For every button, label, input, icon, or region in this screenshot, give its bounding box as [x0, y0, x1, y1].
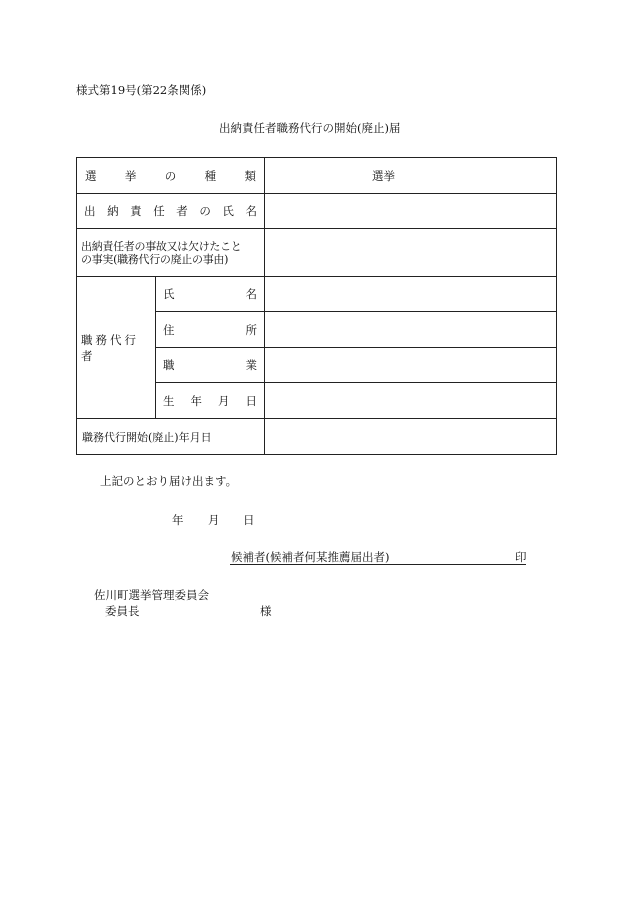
table-row-election-type: [77, 158, 557, 194]
agent-birthdate-value[interactable]: [265, 383, 557, 419]
date-year: 年: [172, 513, 184, 527]
agent-address-label: 住 所: [156, 312, 265, 348]
start-date-value[interactable]: [265, 419, 557, 455]
agent-occupation-label: 職 業: [156, 348, 265, 383]
page-title: 出納責任者職務代行の開始(廃止)届: [219, 121, 401, 135]
agent-group-label: 職務代行者: [77, 277, 156, 419]
table-row-agent-name: [77, 277, 557, 312]
reason-value[interactable]: [265, 229, 557, 277]
table-row-start-date: [77, 419, 557, 455]
statement-text: 上記のとおり届け出ます。: [100, 474, 238, 488]
election-type-label: 選 挙 の 種 類: [77, 158, 265, 194]
election-type-value[interactable]: 選挙: [265, 158, 557, 194]
reason-label: 出納責任者の事故又は欠けたこと の事実(職務代行の廃止の事由): [77, 229, 265, 277]
recipient-title: 委員長: [105, 604, 140, 618]
agent-name-value[interactable]: [265, 277, 557, 312]
recipient-honorific: 様: [260, 604, 272, 618]
table-row-reason: [77, 229, 557, 277]
agent-name-label: 氏 名: [156, 277, 265, 312]
form-table: [76, 157, 557, 455]
agent-birthdate-label: 生 年 月 日: [156, 383, 265, 419]
table-row-treasurer-name: [77, 194, 557, 229]
agent-address-value[interactable]: [265, 312, 557, 348]
date-month: 月: [208, 513, 220, 527]
form-number: 様式第19号(第22条関係): [76, 83, 207, 97]
date-day: 日: [243, 513, 255, 527]
treasurer-name-label: 出 納 責 任 者 の 氏 名: [77, 194, 265, 229]
agent-occupation-value[interactable]: [265, 348, 557, 383]
start-date-label: 職務代行開始(廃止)年月日: [77, 419, 265, 455]
treasurer-name-value[interactable]: [265, 194, 557, 229]
recipient-organization: 佐川町選挙管理委員会: [94, 588, 209, 602]
signer-label: 候補者(候補者何某推薦届出者): [231, 550, 390, 564]
seal-mark: 印: [515, 550, 527, 564]
